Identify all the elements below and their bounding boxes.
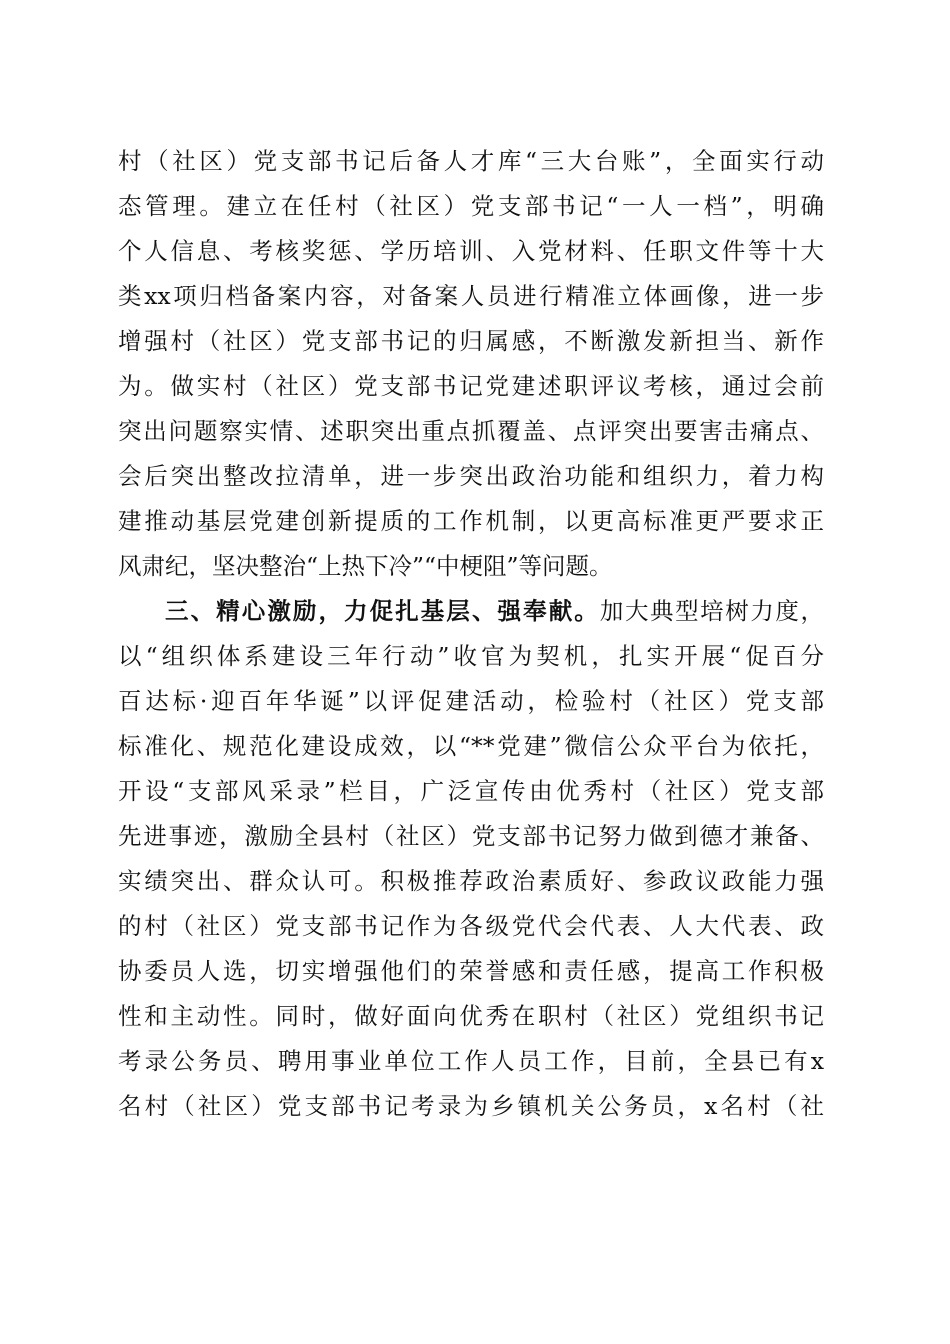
text-line: 村（社区）党支部书记后备人才库“三大台账”，全面实行动 [118, 147, 824, 175]
text-line: 标准化、规范化建设成效，以“**党建”微信公众平台为依托， [118, 732, 824, 760]
text-line: 会后突出整改拉清单，进一步突出政治功能和组织力，着力构 [118, 462, 824, 490]
text-line: 突出问题察实情、述职突出重点抓覆盖、点评突出要害击痛点、 [118, 417, 824, 445]
text-line: 个人信息、考核奖惩、学历培训、入党材料、任职文件等十大 [118, 237, 824, 265]
text-line: 名村（社区）党支部书记考录为乡镇机关公务员，x名村（社 [118, 1092, 824, 1120]
text-line: 百达标·迎百年华诞”以评促建活动，检验村（社区）党支部 [118, 687, 824, 715]
text-line: 实绩突出、群众认可。积极推荐政治素质好、参政议政能力强 [118, 867, 824, 895]
heading-line-rest: 加大典型培树力度， [599, 597, 824, 625]
text-line: 为。做实村（社区）党支部书记党建述职评议考核，通过会前 [118, 372, 824, 400]
text-line: 的村（社区）党支部书记作为各级党代会代表、人大代表、政 [118, 912, 824, 940]
text-line: 建推动基层党建创新提质的工作机制，以更高标准更严要求正 [118, 507, 824, 535]
text-line: 性和主动性。同时，做好面向优秀在职村（社区）党组织书记 [118, 1002, 824, 1030]
text-line: 态管理。建立在任村（社区）党支部书记“一人一档”，明确 [118, 192, 824, 220]
text-line: 增强村（社区）党支部书记的归属感，不断激发新担当、新作 [118, 327, 824, 355]
text-line: 协委员人选，切实增强他们的荣誉感和责任感，提高工作积极 [118, 957, 824, 985]
text-line: 考录公务员、聘用事业单位工作人员工作，目前，全县已有x [118, 1047, 824, 1075]
text-line: 先进事迹，激励全县村（社区）党支部书记努力做到德才兼备、 [118, 822, 824, 850]
paragraph-first-line [165, 591, 824, 631]
section-heading: 三、精心激励，力促扎基层、强奉献。 [165, 597, 600, 625]
text-line: 类xx项归档备案内容，对备案人员进行精准立体画像，进一步 [118, 282, 824, 310]
text-line: 风肃纪，坚决整治“上热下冷”“中梗阻”等问题。 [118, 552, 613, 580]
text-line: 开设“支部风采录”栏目，广泛宣传由优秀村（社区）党支部 [118, 777, 824, 805]
text-line: 以“组织体系建设三年行动”收官为契机，扎实开展“促百分 [118, 642, 824, 670]
